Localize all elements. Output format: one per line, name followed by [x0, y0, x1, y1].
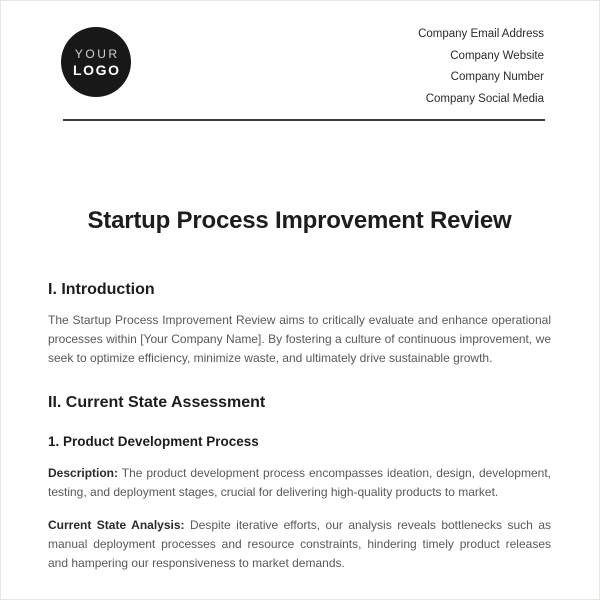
logo-text-logo: LOGO [72, 61, 121, 78]
analysis-paragraph [48, 516, 551, 574]
company-logo [61, 27, 131, 97]
company-contact-block [418, 24, 544, 110]
subsection-heading-product-development: 1. Product Development Process [48, 433, 259, 449]
description-text: The product development process encompasses ideation, design, development, testing, and deployment stages, crucial for delivering high-quality products to market. [48, 465, 551, 499]
contact-line-email: Company Email Address [418, 28, 544, 40]
description-paragraph [48, 464, 551, 502]
section-heading-introduction: I. Introduction [48, 281, 155, 298]
contact-line-number: Company Number [450, 71, 544, 83]
analysis-label: Current State Analysis: [48, 518, 185, 533]
introduction-paragraph: The Startup Process Improvement Review aims to critically evaluate and enhance operational processes within [Your Company Name]. By fostering a culture of continuous improvement, we seek to optimize efficiency, minimize waste, and ultimately drive sustainable growth. [48, 313, 551, 366]
document-body [1, 206, 599, 574]
header-divider [63, 119, 545, 121]
analysis-text: Despite iterative efforts, our analysis reveals bottlenecks such as manual deployment processes and resource constraints, hindering timely product releases and hampering our responsiveness to market demands. [48, 518, 551, 571]
contact-line-social: Company Social Media [425, 92, 544, 105]
document-title: Startup Process Improvement Review [87, 207, 512, 234]
letterhead [1, 1, 599, 110]
description-label: Description: [48, 465, 119, 480]
contact-line-website: Company Website [450, 49, 544, 62]
logo-text-your: YOUR [74, 46, 120, 61]
section-heading-current-state: II. Current State Assessment [48, 393, 266, 411]
